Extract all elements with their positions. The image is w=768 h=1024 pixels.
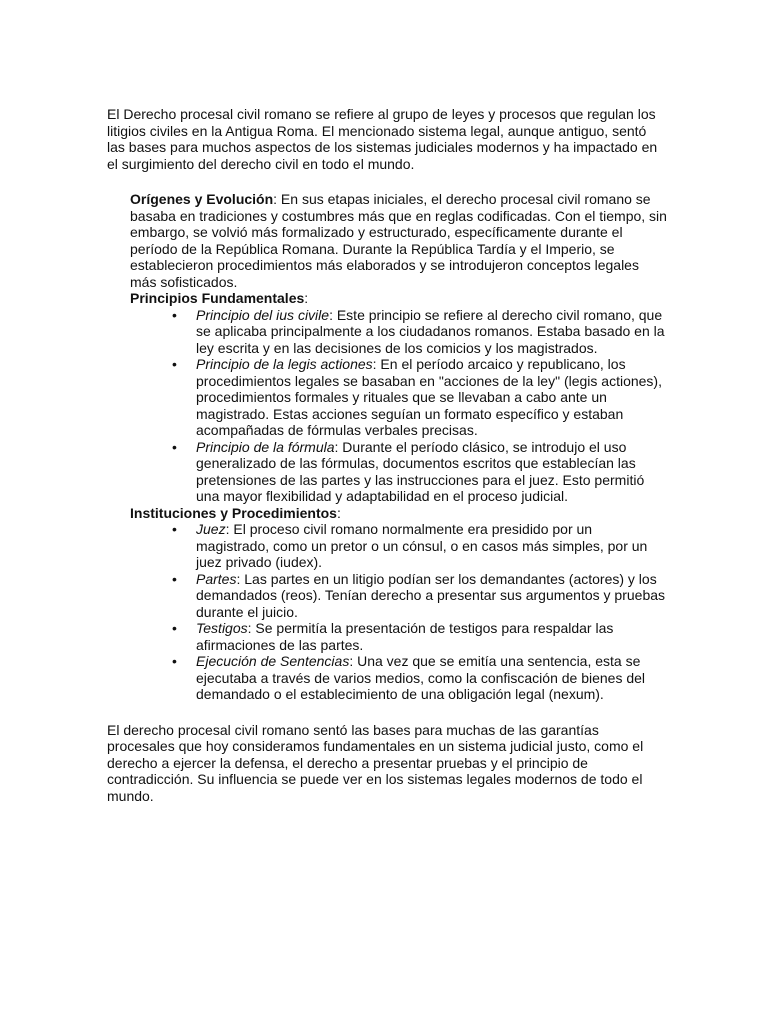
list-item bbox=[172, 521, 667, 571]
origins-text: : En sus etapas iniciales, el derecho procesal civil romano se basaba en tradiciones y costumbres más que en reglas codificadas. Con el tiempo, sin embargo, se volvió más formalizado y estructurado, específicamente durante el período de la República Romana. Durante la República Tardía y el Imperio, se establecieron procedimientos más elaborados y se introdujeron conceptos legales más sofisticados. bbox=[130, 191, 667, 290]
origins-paragraph bbox=[130, 191, 667, 290]
origins-heading: Orígenes y Evolución bbox=[130, 191, 274, 207]
item-text: : Este principio se refiere al derecho civil romano, que se aplicaba principalmente a los ciudadanos romanos. Estaba basado en la ley escrita y en las decisiones de los comicios y los magistrados. bbox=[196, 306, 665, 356]
item-term: Testigos bbox=[196, 620, 248, 636]
list-item bbox=[172, 620, 667, 653]
principles-section bbox=[107, 290, 667, 307]
list-item bbox=[172, 438, 667, 505]
intro-paragraph: El Derecho procesal civil romano se refiere al grupo de leyes y procesos que regulan los litigios civiles en la Antigua Roma. El mencionado sistema legal, aunque antiguo, sentó las bases para muchos aspectos de los sistemas judiciales modernos y ha impactado en el surgimiento del derecho civil en todo el mundo. bbox=[107, 106, 658, 172]
item-text: : El proceso civil romano normalmente era presidido por un magistrado, como un pretor o un cónsul, o en casos más simples, por un juez privado (iudex). bbox=[196, 521, 648, 570]
item-term: Principio del ius civile bbox=[196, 306, 330, 323]
bullet-icon: • bbox=[172, 653, 177, 669]
item-term: Juez bbox=[196, 521, 226, 537]
principles-colon: : bbox=[304, 290, 309, 306]
institutions-list bbox=[107, 521, 667, 703]
list-item bbox=[172, 653, 667, 703]
item-text: : Durante el período clásico, se introdujo el uso generalizado de las fórmulas, documentos escritos que establecían las pretensiones de las partes y las instrucciones para el juez. Esto permitió una mayor flexibilidad y adaptabilidad en el proceso judicial. bbox=[196, 438, 645, 504]
item-text: : En el período arcaico y republicano, los procedimientos legales se basaban en "acciones de la ley" (legis actiones), procedimientos formales y rituales que se llevaban a cabo ante un magistrado. Estas acciones seguían un formato específico y estaban acompañadas de fórmulas verbales precisas. bbox=[196, 356, 662, 438]
institutions-section bbox=[107, 505, 667, 522]
item-text: : Las partes en un litigio podían ser los demandantes (actores) y los demandados (reos). Tenían derecho a presentar sus argumentos y pruebas durante el juicio. bbox=[196, 570, 666, 620]
item-term: Principio de la fórmula bbox=[196, 438, 335, 455]
institutions-colon: : bbox=[336, 504, 341, 521]
bullet-icon: • bbox=[172, 521, 177, 537]
list-item bbox=[172, 570, 667, 621]
bullet-icon: • bbox=[172, 306, 177, 323]
bullet-icon: • bbox=[172, 438, 177, 455]
item-text: : Una vez que se emitía una sentencia, esta se ejecutaba a través de varios medios, como la confiscación de bienes del demandado o el establecimiento de una obligación legal (nexum). bbox=[196, 653, 646, 702]
document-page bbox=[107, 106, 667, 804]
item-text: : Se permitía la presentación de testigos para respaldar las afirmaciones de las partes. bbox=[196, 620, 614, 653]
bullet-icon: • bbox=[172, 620, 177, 636]
principles-title-line bbox=[130, 290, 667, 307]
bullet-icon: • bbox=[172, 356, 177, 372]
institutions-title-line bbox=[130, 505, 667, 522]
list-item bbox=[172, 356, 667, 439]
principles-list bbox=[107, 307, 667, 505]
origins-section bbox=[107, 191, 667, 290]
closing-paragraph: El derecho procesal civil romano sentó las bases para muchas de las garantías procesales que hoy consideramos fundamentales en un sistema judicial justo, como el derecho a ejercer la defensa, el derecho a presentar pruebas y el principio de contradicción. Su influencia se puede ver en los sistemas legales modernos de todo el mundo. bbox=[107, 721, 644, 804]
principles-heading: Principios Fundamentales bbox=[130, 290, 305, 306]
bullet-icon: • bbox=[172, 570, 177, 587]
item-term: Ejecución de Sentencias bbox=[196, 653, 350, 669]
list-item bbox=[172, 306, 667, 357]
item-term: Principio de la legis actiones bbox=[196, 356, 373, 372]
institutions-heading: Instituciones y Procedimientos bbox=[130, 504, 337, 521]
item-term: Partes bbox=[196, 570, 237, 587]
